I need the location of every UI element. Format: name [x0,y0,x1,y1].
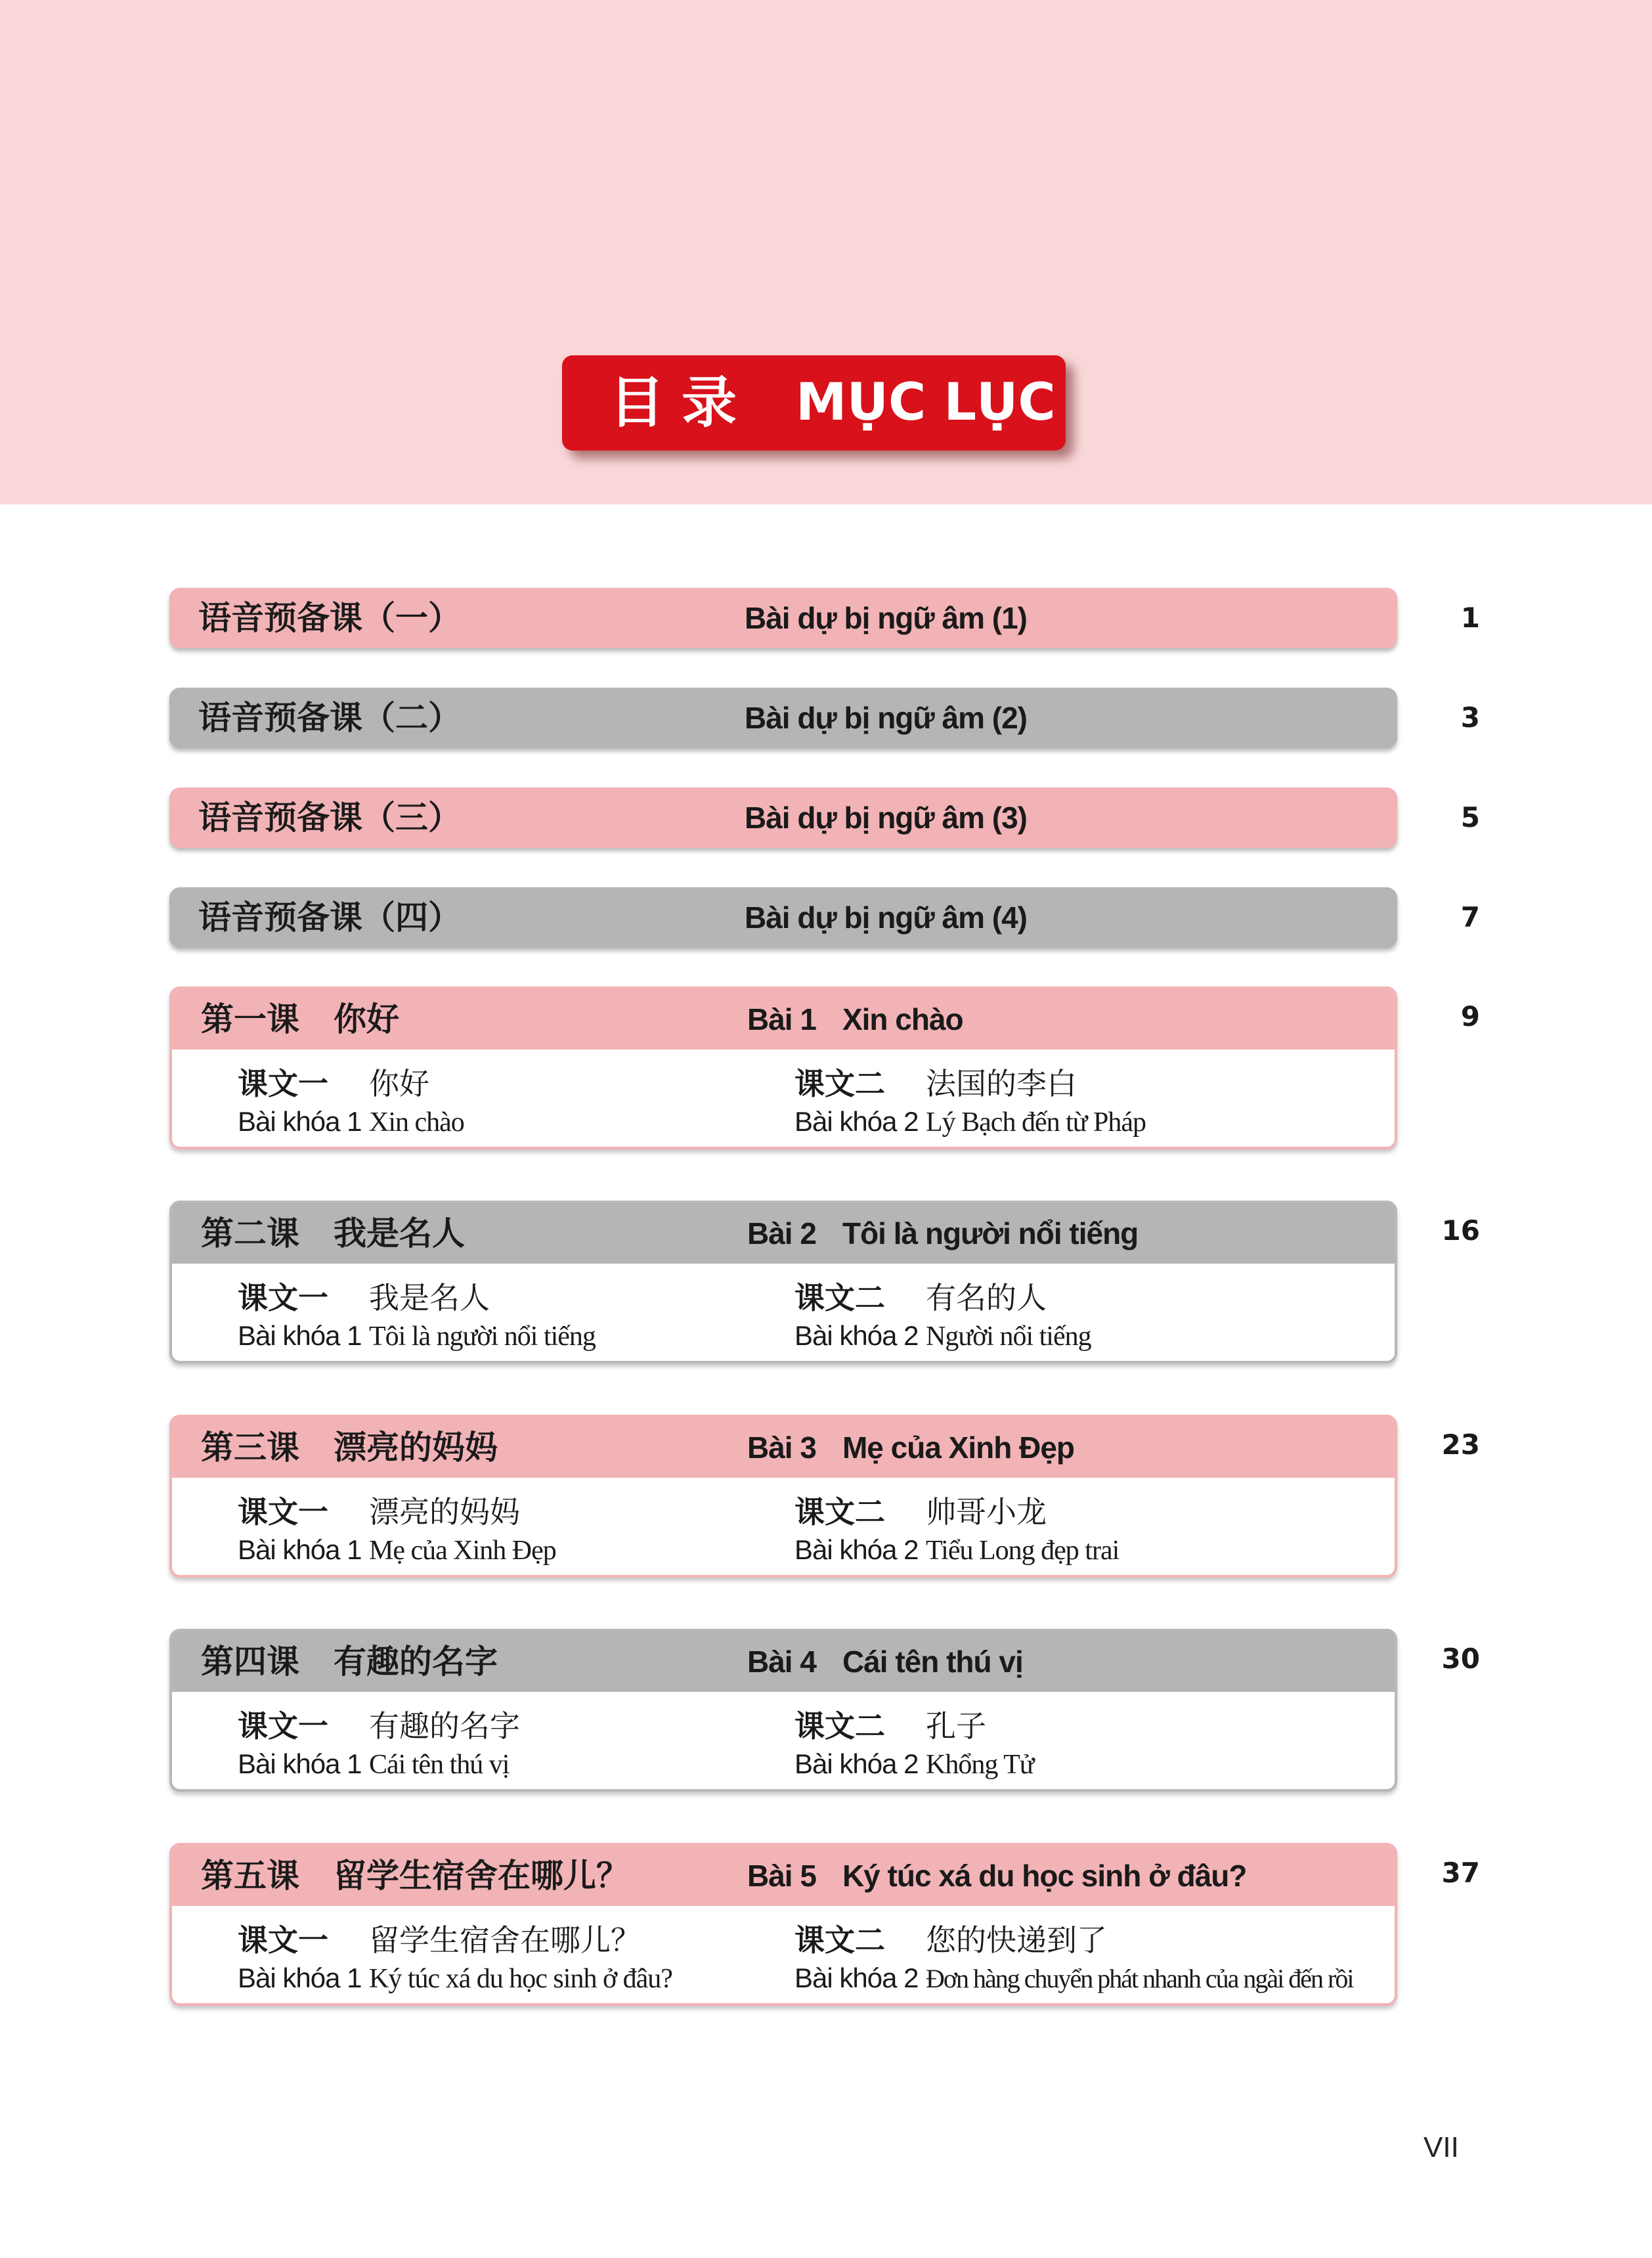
lesson-title-zh: 第一课 你好 [201,1000,399,1038]
lesson-texts: 课文一 你好 Bài khóa 1 Xin chào 课文二 法国的李白 Bài khóa 2 Lý Bạch đến từ Pháp [238,1066,1146,1138]
entry-title-vi: Bài dự bị ngữ âm (2) [745,701,1027,735]
toc-entry-prep-3[interactable] [169,787,1480,848]
page-number: 9 [1460,1000,1480,1032]
lesson-title-vi: Bài 4 Cái tên thú vị [747,1645,1023,1679]
page-folio: VII [1424,2131,1459,2163]
page-number: 23 [1441,1428,1480,1461]
page-number: 37 [1441,1857,1480,1889]
lesson-bar [172,1846,1395,1906]
entry-bar [169,588,1480,648]
lesson-card [169,1843,1397,2006]
lesson-card [169,1629,1397,1792]
lesson-bar [172,1203,1395,1264]
page-number: 5 [1460,801,1480,833]
toc-entry-lesson-3[interactable] [169,1415,1480,1578]
lesson-title-vi: Bài 3 Mẹ của Xinh Đẹp [747,1430,1075,1465]
lesson-title-zh: 第四课 有趣的名字 [201,1643,498,1681]
lesson-texts: 课文一 漂亮的妈妈 Bài khóa 1 Mẹ của Xinh Đẹp 课文二 帅哥小龙 Bài khóa 2 Tiểu Long đẹp trai [238,1494,1119,1566]
lesson-card [169,1415,1397,1578]
toc-entry-lesson-1[interactable] [169,986,1480,1149]
lesson-card [169,986,1397,1149]
entry-title-vi: Bài dự bị ngữ âm (1) [745,601,1027,635]
lesson-bar [172,989,1395,1050]
toc-title-badge [562,355,1066,451]
entry-title-vi: Bài dự bị ngữ âm (4) [745,900,1027,935]
entry-bar [169,688,1480,748]
entry-title-zh: 语音预备课（二） [198,699,461,737]
lesson-title-zh: 第三课 漂亮的妈妈 [201,1428,498,1467]
page-number: 1 [1460,602,1480,634]
toc-entry-prep-4[interactable] [169,887,1480,948]
page-number: 7 [1460,901,1480,933]
entry-title-zh: 语音预备课（四） [198,898,461,937]
toc-title-zh: 目录 [609,370,754,435]
toc-entry-prep-2[interactable] [169,688,1480,748]
entry-title-zh: 语音预备课（一） [198,599,461,637]
lesson-title-zh: 第五课 留学生宿舍在哪儿？ [201,1857,629,1895]
toc-entry-lesson-4[interactable] [169,1629,1480,1792]
lesson-title-vi: Bài 5 Ký túc xá du học sinh ở đâu? [747,1859,1247,1893]
toc-title-vi: MỤC LỤC [796,373,1056,432]
lesson-bar [172,1631,1395,1692]
lesson-texts: 课文一 有趣的名字 Bài khóa 1 Cái tên thú vị 课文二 孔子 Bài khóa 2 Khổng Tử [238,1708,1034,1780]
page-number: 16 [1441,1214,1480,1247]
toc-entry-lesson-5[interactable] [169,1843,1480,2006]
page-number: 30 [1441,1643,1480,1675]
entry-title-vi: Bài dự bị ngữ âm (3) [745,801,1027,835]
lesson-title-vi: Bài 2 Tôi là người nổi tiếng [747,1216,1139,1251]
entry-bar [169,887,1480,948]
entry-bar [169,787,1480,848]
lesson-texts: 课文一 我是名人 Bài khóa 1 Tôi là người nổi tiếng 课文二 有名的人 Bài khóa 2 Người nổi tiếng [238,1280,1091,1352]
lesson-bar [172,1417,1395,1478]
lesson-texts: 课文一 留学生宿舍在哪儿？ Bài khóa 1 Ký túc xá du học sinh ở đâu? 课文二 您的快递到了 Bài khóa 2 Đơn hàng chuyển phát nhanh của ngài đến rồi [238,1922,1353,1994]
lesson-card [169,1201,1397,1363]
lesson-title-vi: Bài 1 Xin chào [747,1002,963,1036]
toc-entry-lesson-2[interactable] [169,1201,1480,1363]
lesson-title-zh: 第二课 我是名人 [201,1214,465,1252]
entry-title-zh: 语音预备课（三） [198,799,461,837]
page-number: 3 [1460,701,1480,734]
toc-entry-prep-1[interactable] [169,588,1480,648]
